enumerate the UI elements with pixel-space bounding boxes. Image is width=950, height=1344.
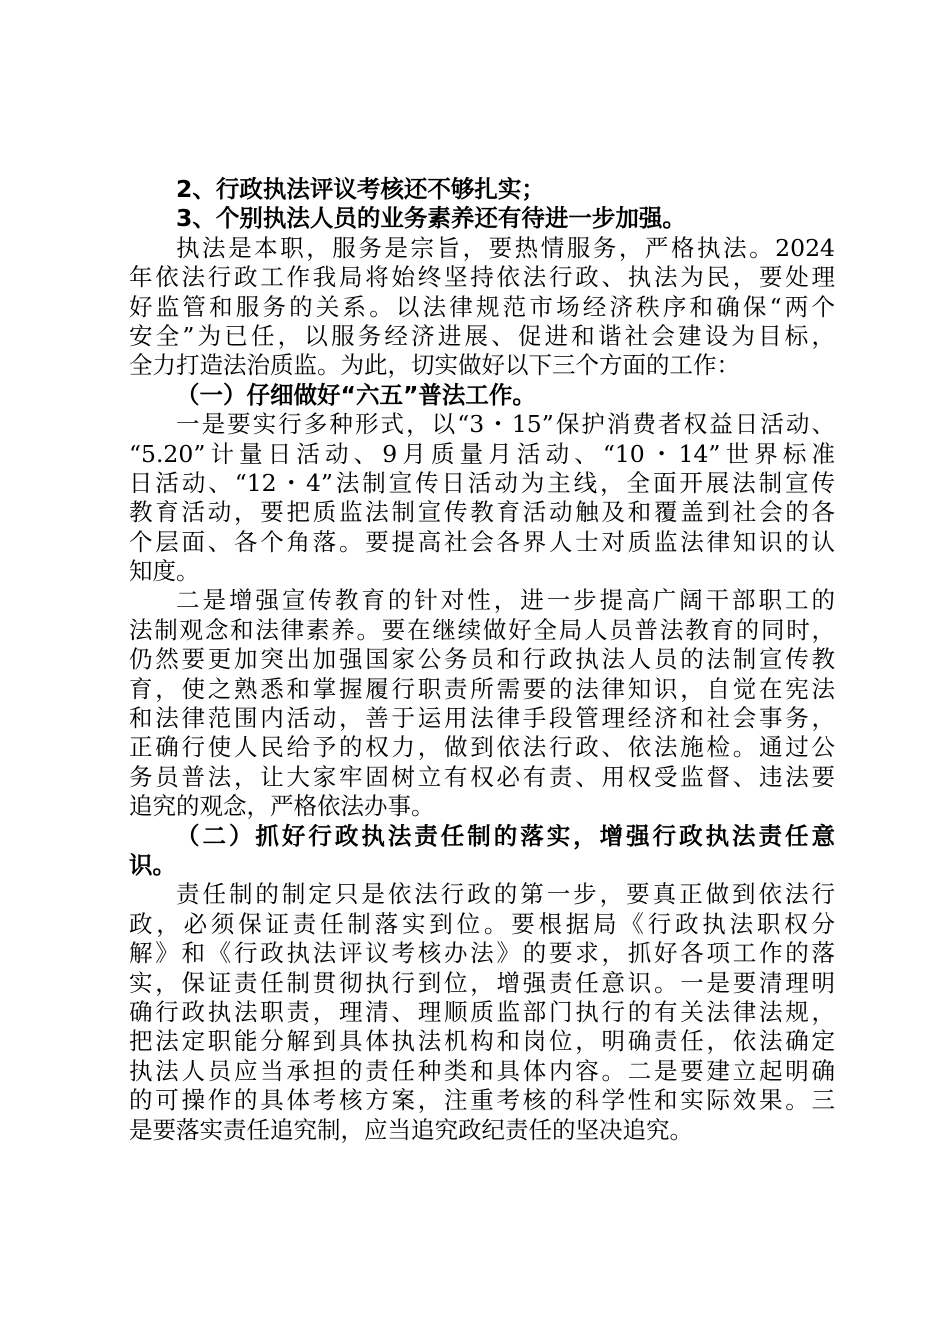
list-item-2: 2、行政执法评议考核还不够扎实； (176, 175, 545, 203)
paragraph-line: 确行政执法职责，理清、理顺质监部门执行的有关法律法规， (129, 997, 835, 1026)
paragraph-line: 追究的观念，严格依法办事。 (129, 792, 435, 821)
paragraph-line: 个层面、各个角落。要提高社会各界人士对质监法律知识的认 (129, 527, 835, 556)
paragraph-line: 政，必须保证责任制落实到位。要根据局《行政执法职权分 (129, 909, 835, 938)
list-item-3: 3、个别执法人员的业务素养还有待进一步加强。 (176, 204, 686, 233)
paragraph-line: 全力打造法治质监。为此，切实做好以下三个方面的工作： (129, 351, 740, 380)
paragraph-line: 把法定职能分解到具体执法机构和岗位，明确责任，依法确定 (129, 1027, 835, 1056)
paragraph-line: 好监管和服务的关系。以法律规范市场经济秩序和确保“两个 (129, 292, 835, 321)
paragraph-line: 是要落实责任追究制，应当追究政纪责任的坚决追究。 (129, 1115, 693, 1144)
paragraph-line: 安全”为已任，以服务经济进展、促进和谐社会建设为目标， (129, 321, 835, 350)
paragraph-line: 责任制的制定只是依法行政的第一步，要真正做到依法行 (176, 880, 835, 909)
paragraph-line: 知度。 (129, 557, 200, 586)
paragraph-line: 法制观念和法律素养。要在继续做好全局人员普法教育的同时， (129, 615, 835, 644)
paragraph-line: “5.20”计量日活动、9月质量月活动、“10・14”世界标准 (129, 439, 835, 468)
paragraph-line: 务员普法，让大家牢固树立有权必有责、用权受监督、违法要 (129, 762, 835, 791)
paragraph-line: 一是要实行多种形式，以“3・15”保护消费者权益日活动、 (176, 410, 835, 439)
document-page (129, 175, 835, 1145)
paragraph-line: 教育活动，要把质监法制宣传教育活动触及和覆盖到社会的各 (129, 498, 835, 527)
paragraph-line: 日活动、“12・4”法制宣传日活动为主线，全面开展法制宣传 (129, 468, 835, 497)
paragraph-line: 育，使之熟悉和掌握履行职责所需要的法律知识，自觉在宪法 (129, 674, 835, 703)
paragraph-line: 正确行使人民给予的权力，做到依法行政、依法施检。通过公 (129, 733, 835, 762)
paragraph-line: 仍然要更加突出加强国家公务员和行政执法人员的法制宣传教 (129, 645, 835, 674)
paragraph-line: 解》和《行政执法评议考核办法》的要求，抓好各项工作的落 (129, 939, 835, 968)
paragraph-line: 和法律范围内活动，善于运用法律手段管理经济和社会事务， (129, 704, 835, 733)
paragraph-line: 执法是本职，服务是宗旨，要热情服务，严格执法。2024 (176, 233, 835, 262)
section-heading-1: （一）仔细做好“六五”普法工作。 (176, 380, 536, 409)
section-heading-2-cont: 识。 (129, 850, 176, 879)
paragraph-line: 实，保证责任制贯彻执行到位，增强责任意识。一是要清理明 (129, 968, 835, 997)
paragraph-line: 执法人员应当承担的责任种类和具体内容。二是要建立起明确 (129, 1056, 835, 1085)
section-heading-2: （二）抓好行政执法责任制的落实，增强行政执法责任意 (176, 821, 835, 850)
paragraph-line: 年依法行政工作我局将始终坚持依法行政、执法为民，要处理 (129, 263, 835, 292)
paragraph-line: 的可操作的具体考核方案，注重考核的科学性和实际效果。三 (129, 1086, 835, 1115)
paragraph-line: 二是增强宣传教育的针对性，进一步提高广阔干部职工的 (176, 586, 835, 615)
